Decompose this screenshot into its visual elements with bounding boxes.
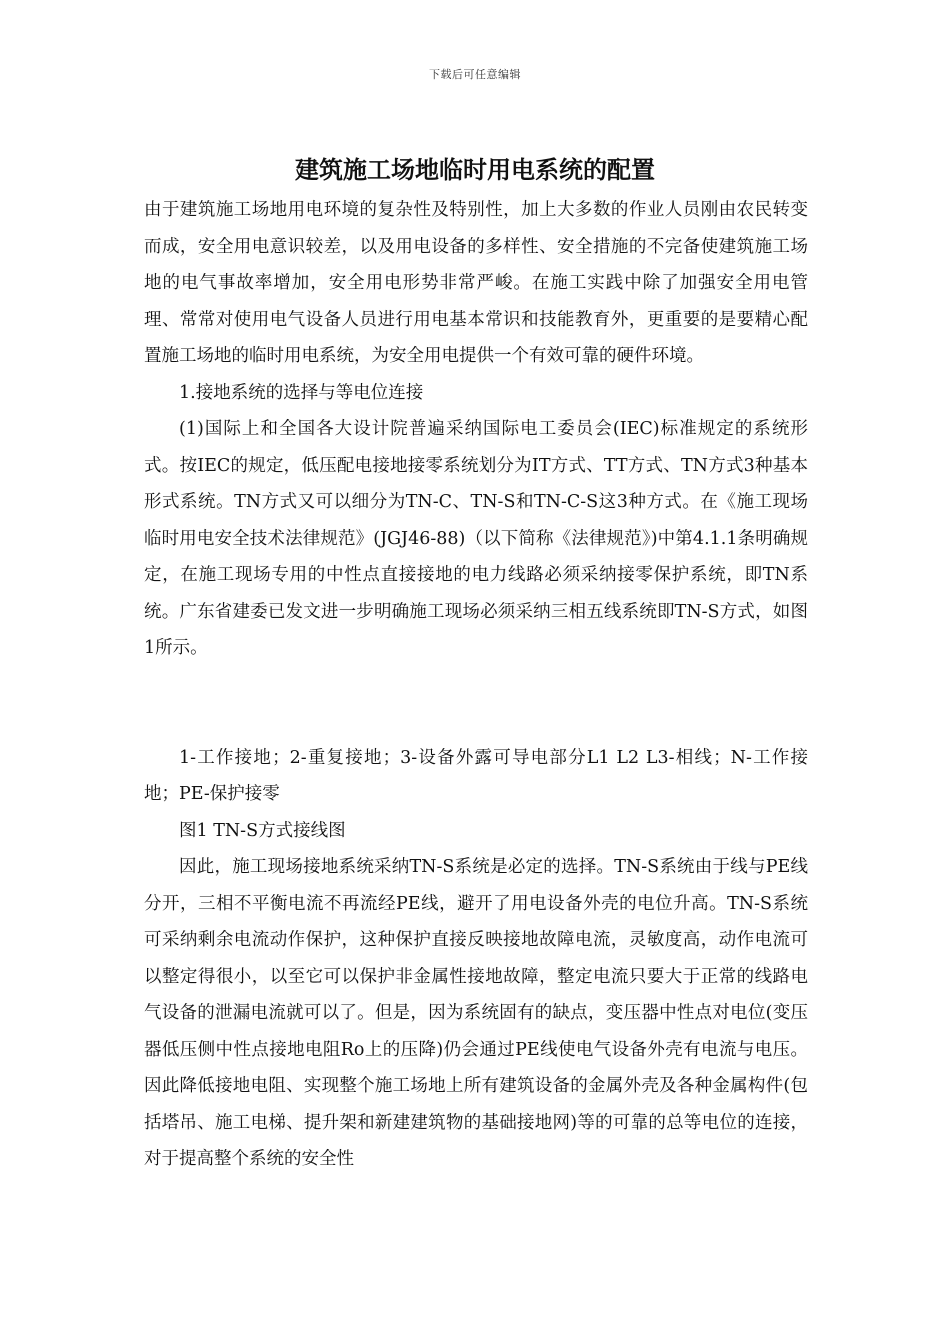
body-paragraph: (1)国际上和全国各大设计院普遍采纳国际电工委员会(IEC)标准规定的系统形式。按IEC的规定，低压配电接地接零系统划分为IT方式、TT方式、TN方式3种基本形式系统。TN方式又可以细分为TN-C、TN-S和TN-C-S这3种方式。在《施工现场临时用电安全技术法律规范》(JGJ46-88)（以下简称《法律规范》)中第4.1.1条明确规定，在施工现场专用的中性点直接接地的电力线路必须采纳接零保护系统，即TN系统。广东省建委已发文进一步明确施工现场必须采纳三相五线系统即TN-S方式，如图1所示。 [144,419,808,658]
intro-paragraph: 由于建筑施工场地用电环境的复杂性及特别性，加上大多数的作业人员刚由农民转变而成，安全用电意识较差，以及用电设备的多样性、安全措施的不完备使建筑施工场地的电气事故率增加，安全用电形势非常严峻。在施工实践中除了加强安全用电管理、常常对使用电气设备人员进行用电基本常识和技能教育外，更重要的是要精心配置施工场地的临时用电系统，为安全用电提供一个有效可靠的硬件环境。 [144,200,808,366]
document-title: 建筑施工场地临时用电系统的配置 [295,156,655,184]
page-header-note: 下载后可任意编辑 [429,68,521,81]
figure-caption: 图1 TN-S方式接线图 [179,820,346,841]
document-body [144,192,808,1178]
section-heading: 1.接地系统的选择与等电位连接 [179,382,424,403]
figure-legend: 1-工作接地；2-重复接地；3-设备外露可导电部分L1 L2 L3-相线；N-工作接地；PE-保护接零 [144,747,808,804]
figure-placeholder [144,667,808,740]
body-paragraph: 因此，施工现场接地系统采纳TN-S系统是必定的选择。TN-S系统由于线与PE线分开，三相不平衡电流不再流经PE线，避开了用电设备外壳的电位升高。TN-S系统可采纳剩余电流动作保护，这种保护直接反映接地故障电流，灵敏度高，动作电流可以整定得很小，以至它可以保护非金属性接地故障，整定电流只要大于正常的线路电气设备的泄漏电流就可以了。但是，因为系统固有的缺点，变压器中性点对电位(变压器低压侧中性点接地电阻Ro上的压降)仍会通过PE线使电气设备外壳有电流与电压。因此降低接地电阻、实现整个施工场地上所有建筑设备的金属外壳及各种金属构件(包括塔吊、施工电梯、提升架和新建建筑物的基础接地网)等的可靠的总等电位的连接，对于提高整个系统的安全性 [144,857,808,1169]
